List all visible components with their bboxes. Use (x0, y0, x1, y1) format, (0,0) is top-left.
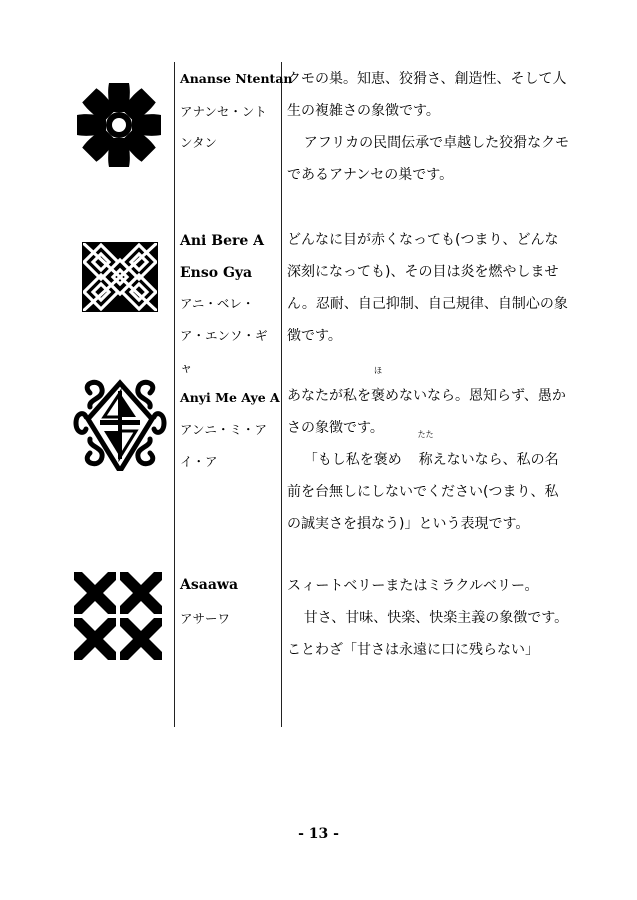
page-number: - 13 - (298, 826, 339, 842)
description-paragraph: クモの巣。知恵、狡猾さ、創造性、そして人生の複雑さの象徴です。 (287, 71, 567, 119)
symbol-name-english: Anyi Me Aye A (180, 390, 280, 405)
symbol-name-japanese: アナンセ・ントンタン (180, 104, 267, 150)
symbol-name-english: Ananse Ntentan (180, 71, 293, 86)
symbol-name-english: Asaawa (180, 577, 239, 593)
description-paragraph: 甘さ、甘味、快楽、快楽主義の象徴です。 (303, 610, 569, 626)
column-divider-left (174, 62, 175, 727)
symbol-name-english: Ani Bere A Enso Gya (180, 233, 264, 281)
ruby-annotated-kanji (402, 430, 434, 476)
description-paragraph: どんなに目が赤くなっても(つまり、どんな深刻になっても)、その目は炎を燃やしません。忍耐、自己抑制、自己規律、自制心の象徴です。 (287, 232, 568, 344)
diamond-pattern-icon (82, 242, 158, 312)
ornate-diamond-icon (72, 375, 168, 471)
ruby-annotated-kanji (371, 366, 385, 412)
description-paragraph (287, 430, 572, 540)
symbol-description (287, 570, 572, 666)
ruby-reading: たた (417, 430, 434, 439)
symbol-description (287, 63, 572, 191)
symbol-name-japanese: アサーワ (180, 611, 231, 626)
symbol-name-japanese: アニ・ベレ・ア・エンソ・ギャ (180, 296, 268, 375)
description-text: あなたが私を (287, 388, 371, 404)
ruby-reading: ほ (374, 366, 382, 375)
column-divider-right (281, 62, 282, 727)
description-text: えないなら、私の名前を台無しにしないでください(つまり、私の誠実さを損なう)」という表現です。 (287, 452, 559, 532)
spider-web-icon (74, 80, 164, 170)
symbol-name-japanese: アンニ・ミ・アイ・ア (180, 422, 268, 469)
description-paragraph: スィートベリーまたはミラクルベリー。 (287, 578, 539, 594)
four-crosses-icon (72, 570, 164, 662)
ruby-base: 称 (418, 452, 433, 468)
symbol-description (287, 366, 572, 540)
description-paragraph: ことわざ「甘さは永遠に口に残らない」 (287, 642, 539, 658)
description-text: めないなら。恩知らず、愚かさの象徴です。 (287, 388, 566, 436)
description-text: 「もし私を褒め (303, 452, 402, 468)
description-paragraph: アフリカの民間伝承で卓越した狡猾なクモであるアナンセの巣です。 (287, 135, 570, 183)
symbol-description (287, 224, 572, 352)
ruby-base: 褒 (371, 388, 385, 404)
